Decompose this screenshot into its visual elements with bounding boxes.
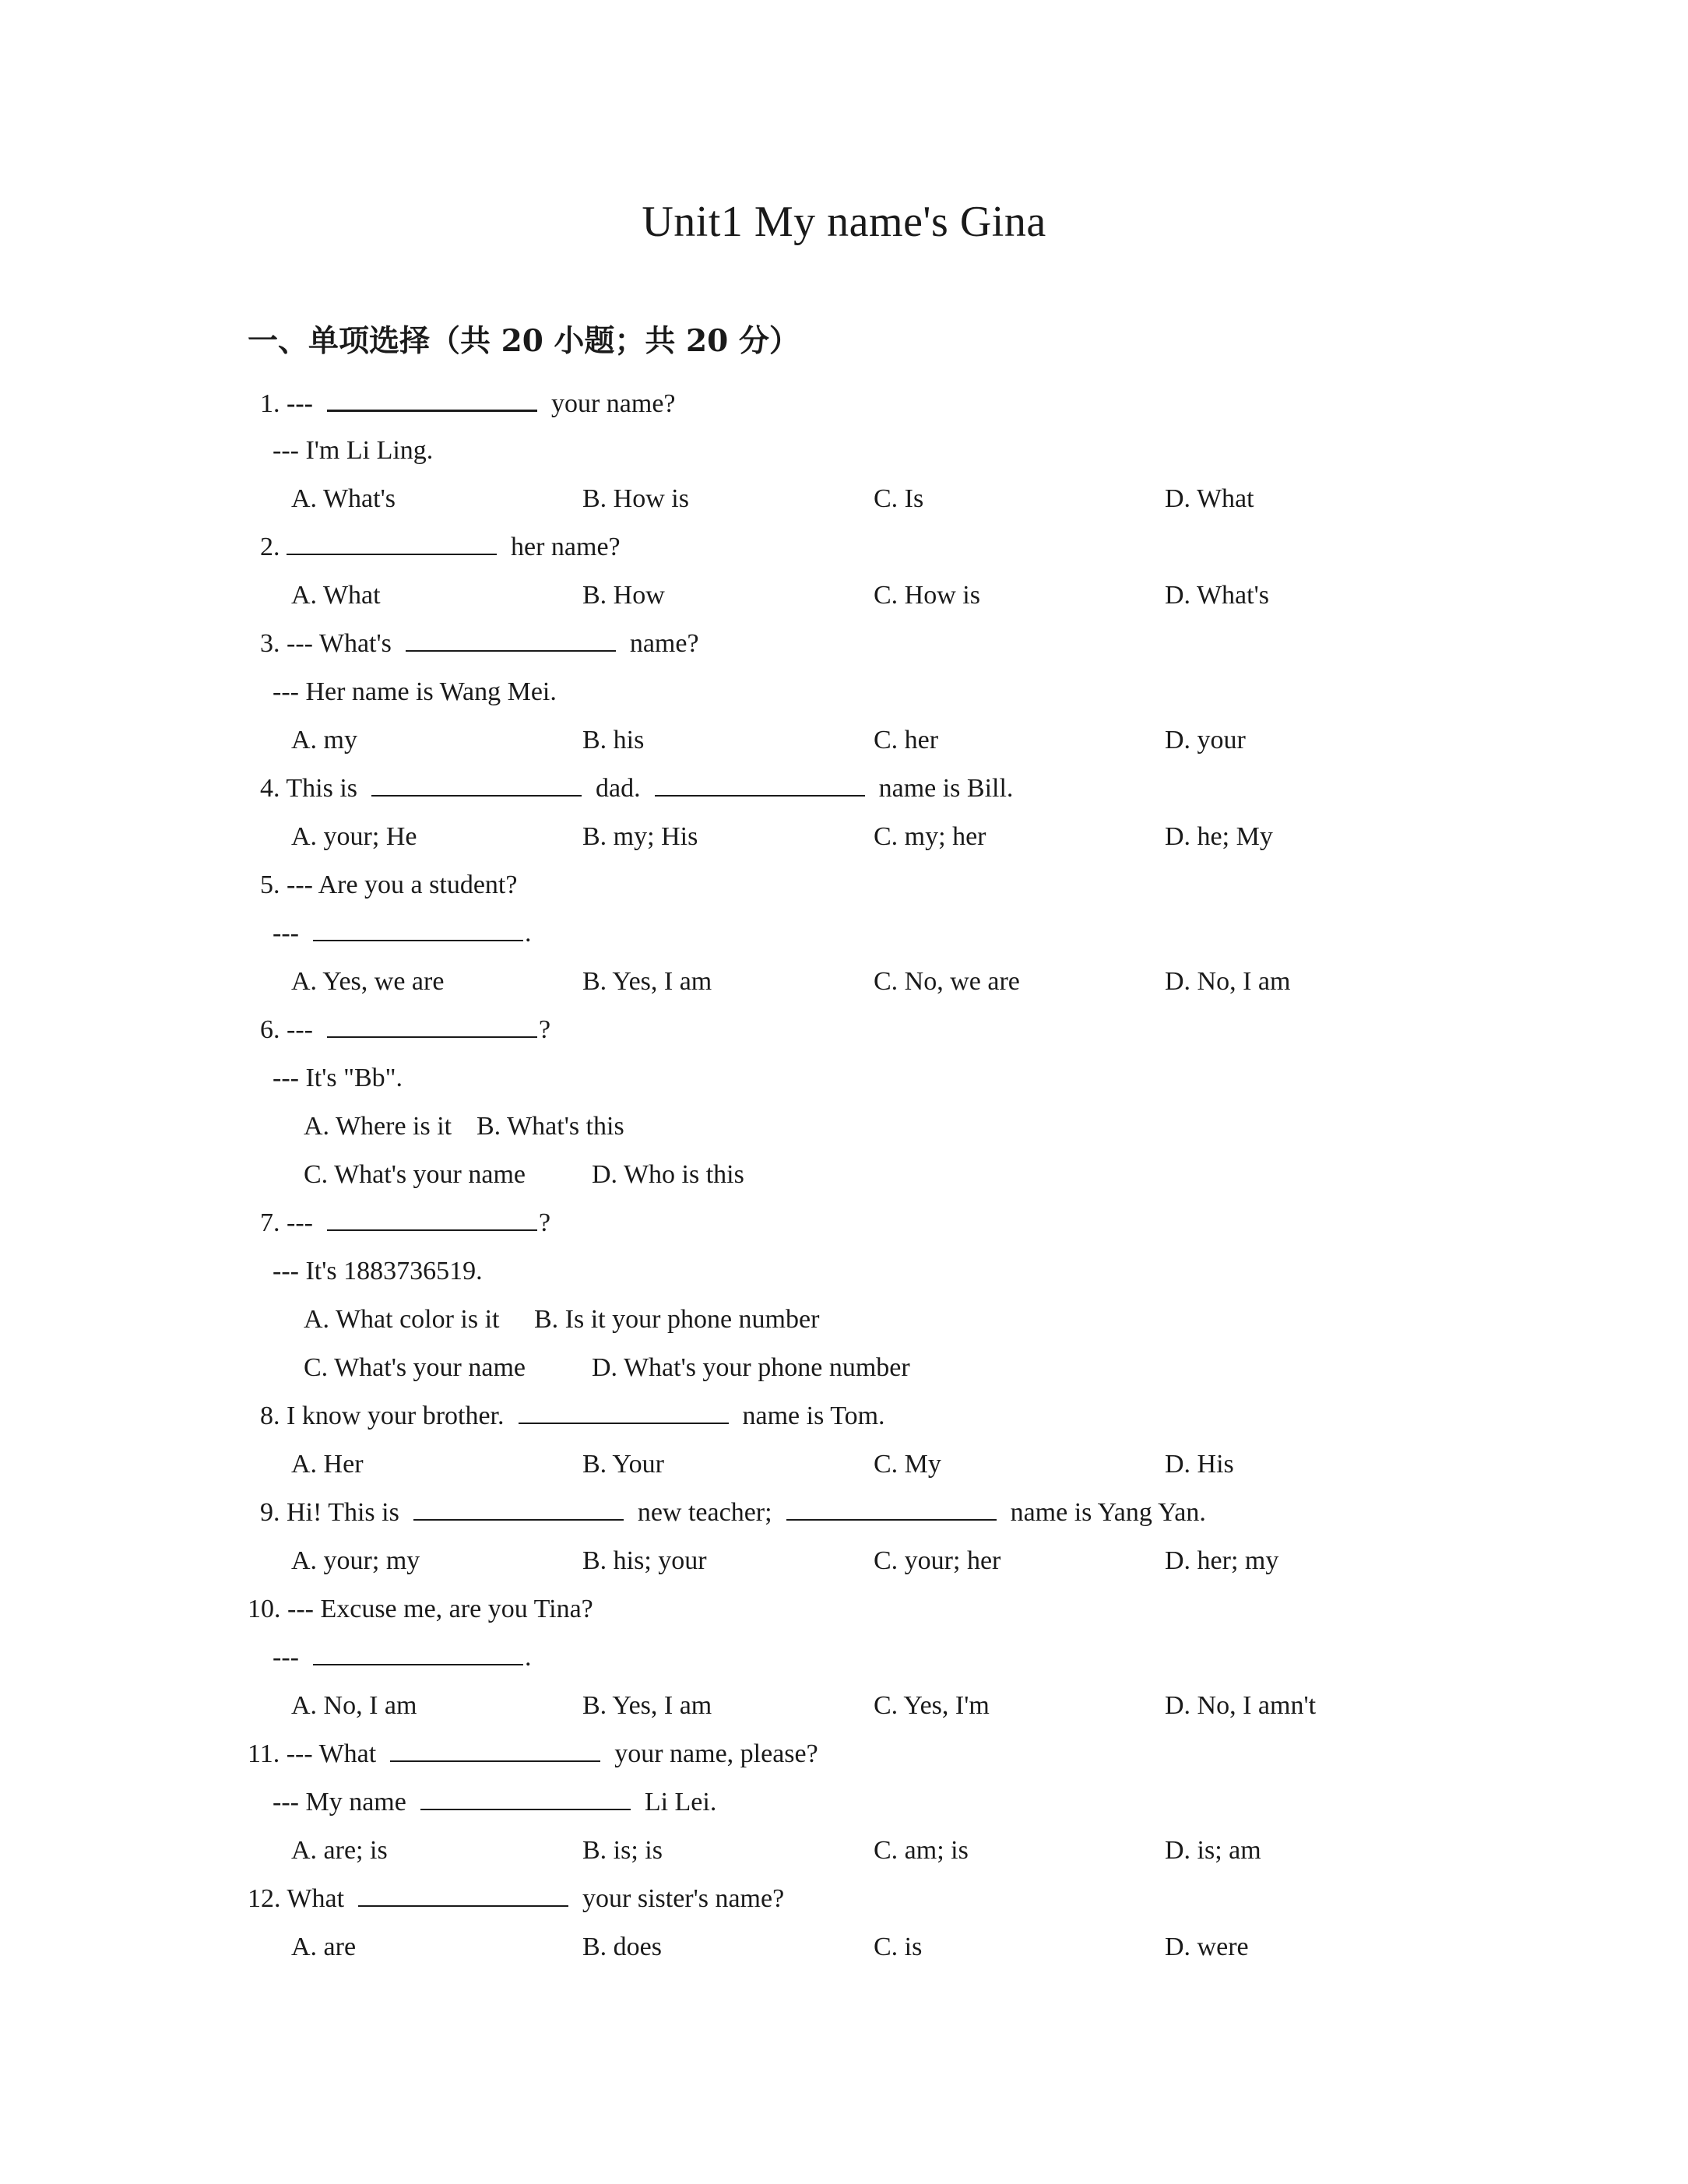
question-text: your sister's name?: [582, 1884, 785, 1913]
question-text: 12. What: [248, 1884, 345, 1913]
option-b[interactable]: B. his; your: [582, 1546, 707, 1575]
question-text: 4. This is: [260, 774, 358, 803]
answer-line: [273, 1785, 716, 1820]
answer-blank[interactable]: [287, 530, 497, 555]
option-c[interactable]: C. What's your name: [304, 1353, 526, 1382]
option-a[interactable]: A. your; my: [291, 1546, 420, 1575]
answer-line: --- It's "Bb".: [273, 1064, 403, 1092]
answer-blank[interactable]: [371, 772, 582, 797]
document-title: Unit1 My name's Gina: [642, 198, 1046, 246]
option-b[interactable]: B. my; His: [582, 822, 698, 851]
answer-blank[interactable]: [413, 1496, 624, 1521]
answer-blank[interactable]: [358, 1882, 568, 1907]
question-text: your name, please?: [614, 1739, 818, 1768]
answer-line: [273, 1640, 531, 1676]
punctuation: ?: [538, 1015, 551, 1044]
question-9: [260, 1495, 1206, 1531]
punctuation: .: [524, 919, 532, 948]
answer-blank[interactable]: [327, 1206, 537, 1231]
question-text: 7. ---: [260, 1208, 313, 1237]
option-a[interactable]: A. are: [291, 1933, 357, 1961]
option-d[interactable]: D. your: [1165, 726, 1246, 754]
answer-blank[interactable]: [655, 772, 865, 797]
option-d[interactable]: D. Who is this: [592, 1160, 744, 1189]
question-7: [260, 1205, 550, 1241]
question-text: name is Bill.: [878, 774, 1014, 803]
question-number: 1.: [260, 389, 287, 418]
answer-line: --- I'm Li Ling.: [273, 436, 434, 465]
option-c[interactable]: C. What's your name: [304, 1160, 526, 1189]
option-b[interactable]: B. What's this: [477, 1112, 624, 1141]
answer-text: Li Lei.: [644, 1788, 717, 1816]
option-a[interactable]: A. Yes, we are: [291, 967, 445, 996]
question-2: [260, 529, 621, 565]
answer-blank[interactable]: [519, 1399, 729, 1424]
question-8: [260, 1398, 885, 1434]
dash: ---: [273, 919, 299, 948]
answer-blank[interactable]: [420, 1785, 631, 1810]
option-a[interactable]: A. Where is it: [304, 1112, 452, 1141]
question-5: 5. --- Are you a student?: [260, 870, 518, 899]
option-a[interactable]: A. What: [291, 581, 381, 610]
question-12: [248, 1881, 784, 1917]
option-c[interactable]: C. my; her: [874, 822, 986, 851]
option-b[interactable]: B. is; is: [582, 1836, 663, 1865]
section-heading: 一、单项选择（共 20 小题；共 20 分）: [248, 323, 800, 359]
option-c[interactable]: C. is: [874, 1933, 923, 1961]
question-11: [248, 1736, 818, 1772]
answer-line: --- It's 1883736519.: [273, 1257, 483, 1285]
answer-blank[interactable]: [327, 1013, 537, 1038]
answer-line: --- Her name is Wang Mei.: [273, 677, 557, 706]
question-10: 10. --- Excuse me, are you Tina?: [248, 1595, 593, 1623]
answer-blank[interactable]: [327, 386, 537, 412]
option-d[interactable]: D. What's: [1165, 581, 1269, 610]
question-text: your name?: [550, 389, 676, 418]
question-text: 6. ---: [260, 1015, 313, 1044]
option-d[interactable]: D. No, I am: [1165, 967, 1291, 996]
option-a[interactable]: A. No, I am: [291, 1691, 417, 1720]
question-text: new teacher;: [637, 1498, 772, 1527]
option-d[interactable]: D. were: [1165, 1933, 1249, 1961]
question-text: 11. --- What: [248, 1739, 377, 1768]
answer-line: [273, 916, 531, 951]
option-d[interactable]: D. What's your phone number: [592, 1353, 910, 1382]
answer-blank[interactable]: [406, 627, 616, 652]
answer-blank[interactable]: [313, 1641, 523, 1665]
option-d[interactable]: D. he; My: [1165, 822, 1273, 851]
question-text: 8. I know your brother.: [260, 1401, 505, 1430]
punctuation: ?: [538, 1208, 551, 1237]
option-a[interactable]: A. Her: [291, 1450, 364, 1479]
option-c[interactable]: C. Yes, I'm: [874, 1691, 990, 1720]
option-b[interactable]: B. Yes, I am: [582, 967, 712, 996]
option-c[interactable]: C. am; is: [874, 1836, 969, 1865]
option-b[interactable]: B. does: [582, 1933, 662, 1961]
option-b[interactable]: B. How is: [582, 484, 689, 513]
dash: ---: [287, 389, 313, 418]
question-4: [260, 771, 1013, 807]
option-b[interactable]: B. Yes, I am: [582, 1691, 712, 1720]
option-d[interactable]: D. is; am: [1165, 1836, 1261, 1865]
answer-blank[interactable]: [390, 1737, 600, 1762]
option-c[interactable]: C. your; her: [874, 1546, 1001, 1575]
answer-blank[interactable]: [786, 1496, 997, 1521]
question-1: [260, 386, 676, 422]
question-text: her name?: [511, 533, 621, 561]
option-b[interactable]: B. Your: [582, 1450, 664, 1479]
option-b[interactable]: B. Is it your phone number: [534, 1305, 820, 1334]
dash: ---: [273, 1643, 299, 1672]
option-d[interactable]: D. His: [1165, 1450, 1234, 1479]
option-b[interactable]: B. How: [582, 581, 665, 610]
question-text: name is Yang Yan.: [1010, 1498, 1206, 1527]
option-c[interactable]: C. her: [874, 726, 939, 754]
option-d[interactable]: D. What: [1165, 484, 1254, 513]
option-d[interactable]: D. No, I amn't: [1165, 1691, 1317, 1720]
option-c[interactable]: C. No, we are: [874, 967, 1020, 996]
option-c[interactable]: C. Is: [874, 484, 924, 513]
question-text: name is Tom.: [742, 1401, 885, 1430]
question-text: name?: [629, 629, 699, 658]
answer-text: --- My name: [273, 1788, 406, 1816]
option-a[interactable]: A. are; is: [291, 1836, 388, 1865]
punctuation: .: [524, 1643, 532, 1672]
question-text: 9. Hi! This is: [260, 1498, 399, 1527]
option-a[interactable]: A. What's: [291, 484, 396, 513]
question-text: dad.: [596, 774, 641, 803]
answer-blank[interactable]: [313, 916, 523, 941]
question-text: 3. --- What's: [260, 629, 392, 658]
option-d[interactable]: D. her; my: [1165, 1546, 1279, 1575]
option-a[interactable]: A. What color is it: [304, 1305, 500, 1334]
question-6: [260, 1012, 550, 1048]
option-a[interactable]: A. my: [291, 726, 357, 754]
option-c[interactable]: C. My: [874, 1450, 941, 1479]
question-3: [260, 626, 699, 662]
option-a[interactable]: A. your; He: [291, 822, 417, 851]
question-number: 2.: [260, 533, 287, 561]
option-b[interactable]: B. his: [582, 726, 645, 754]
option-c[interactable]: C. How is: [874, 581, 980, 610]
